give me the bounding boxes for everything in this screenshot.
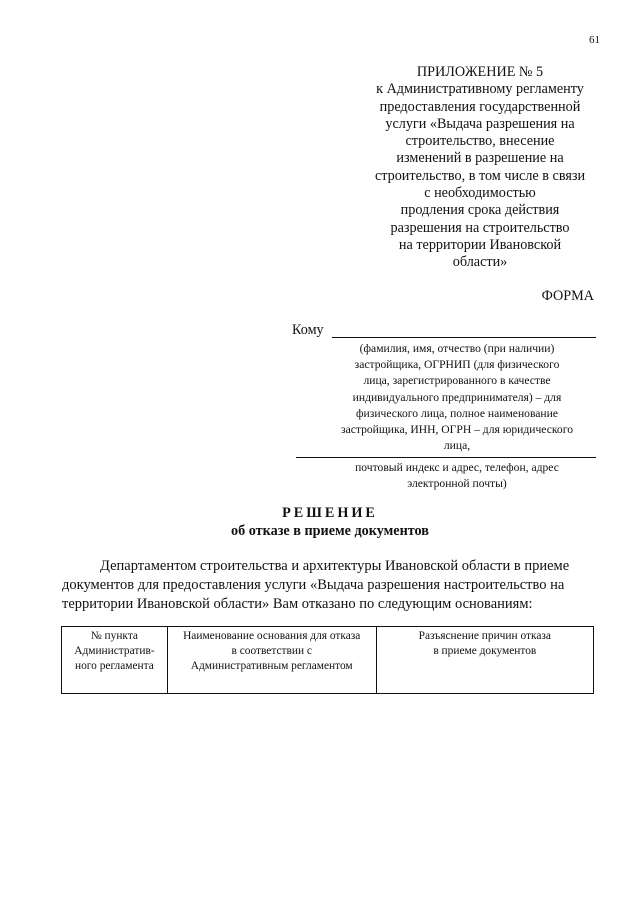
header-line: Административ- xyxy=(74,645,155,657)
appendix-line: области» xyxy=(452,254,508,271)
appendix-line: услуги «Выдача разрешения на xyxy=(385,115,575,132)
appendix-line: к Административному регламенту xyxy=(376,81,584,98)
header-line: в соответствии с xyxy=(231,645,312,657)
page-number: 61 xyxy=(589,34,600,46)
hint-line: лица, зарегистрированного в качестве xyxy=(363,374,551,388)
appendix-line: продления срока действия xyxy=(400,202,560,219)
column-header-clause xyxy=(62,627,168,694)
decision-subtitle: об отказе в приеме документов xyxy=(231,523,429,539)
header-line: в приеме документов xyxy=(433,645,537,657)
column-header-explanation xyxy=(376,627,593,694)
appendix-line: строительство, в том числе в связи xyxy=(374,167,586,184)
appendix-line: изменений в разрешение на xyxy=(396,150,564,167)
body-line: документов для предоставления услуги «Выдача разрешения настроительство на xyxy=(62,577,565,593)
table-header-row xyxy=(62,627,594,694)
column-header-reason xyxy=(167,627,376,694)
header-line: Наименование основания для отказа xyxy=(183,630,361,642)
header-line: ного регламента xyxy=(74,660,154,672)
appendix-line: с необходимостью xyxy=(424,185,536,202)
appendix-line: предоставления государственной xyxy=(379,98,581,115)
body-line: Департаментом строительства и архитектуры Ивановской области в приеме xyxy=(100,558,570,574)
addressee-label: Кому xyxy=(292,322,324,338)
form-label: ФОРМА xyxy=(541,288,594,304)
hint-line: застройщика, ИНН, ОГРН – для юридического xyxy=(340,423,573,437)
hint-line: застройщика, ОГРНИП (для физического xyxy=(354,358,560,372)
hint-line: лица, xyxy=(443,439,471,453)
hint-line: индивидуального предпринимателя) – для xyxy=(352,390,562,404)
appendix-header xyxy=(340,64,620,272)
addressee-hint xyxy=(318,341,596,454)
appendix-line: ПРИЛОЖЕНИЕ № 5 xyxy=(416,64,544,80)
body-line: территории Ивановской области» Вам отказано по следующим основаниям: xyxy=(62,596,533,612)
contact-hint xyxy=(318,460,596,492)
body-paragraph xyxy=(62,557,589,614)
appendix-line: строительство, внесение xyxy=(405,133,555,150)
hint-line: физического лица, полное наименование xyxy=(356,406,558,420)
hint-line: (фамилия, имя, отчество (при наличии) xyxy=(359,342,555,355)
reasons-table xyxy=(61,626,594,694)
hint-line: почтовый индекс и адрес, телефон, адрес xyxy=(355,461,559,474)
addressee-fill-line[interactable] xyxy=(332,337,596,338)
contact-fill-line[interactable] xyxy=(296,457,596,458)
decision-title: РЕШЕНИЕ xyxy=(282,505,378,521)
appendix-line: на территории Ивановской xyxy=(398,236,562,253)
header-line: Административным регламентом xyxy=(190,660,353,672)
appendix-line: разрешения на строительство xyxy=(390,219,570,236)
header-line: № пункта xyxy=(90,630,138,642)
header-line: Разъяснение причин отказа xyxy=(418,630,551,642)
hint-line: электронной почты) xyxy=(407,477,507,491)
